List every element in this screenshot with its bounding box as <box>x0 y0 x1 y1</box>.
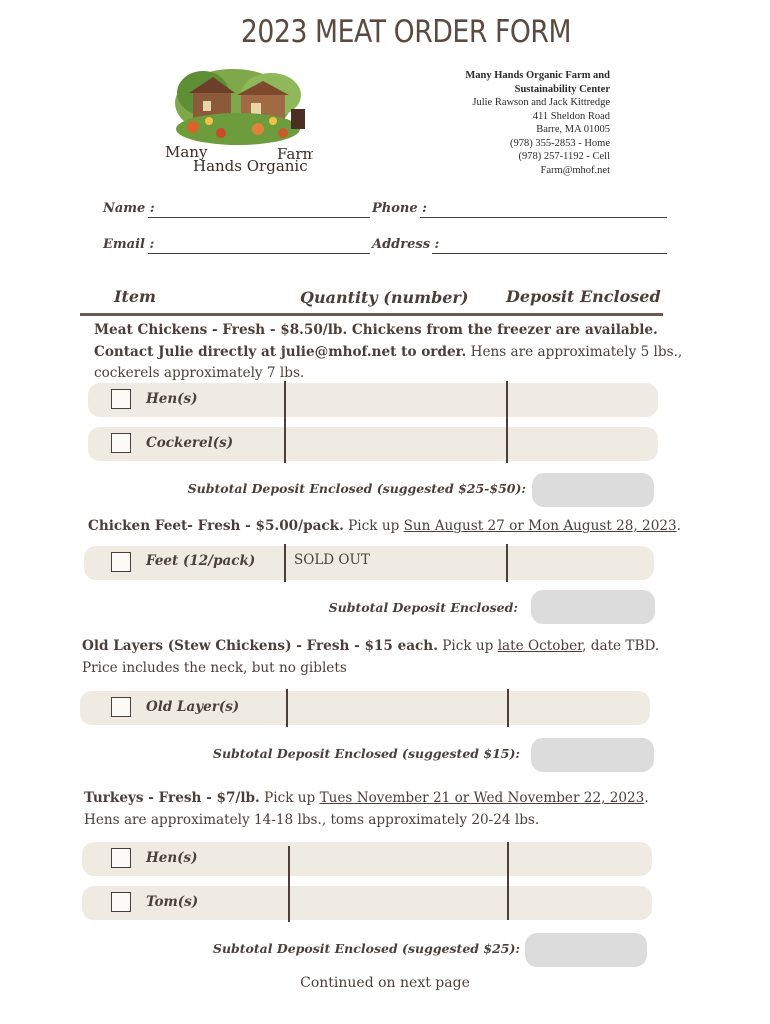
chickens-desc-rest: Hens are approximately 5 lbs., cockerels approximately 7 lbs. <box>94 343 683 381</box>
phone-label: Phone : <box>372 201 427 216</box>
farm-name-line1: Many Hands Organic Farm and <box>465 70 610 81</box>
feet-label: Feet (12/pack) <box>146 553 256 569</box>
column-deposit-header: Deposit Enclosed <box>506 287 661 306</box>
farm-contact-info <box>420 69 610 177</box>
turkeys-subtotal-input[interactable] <box>525 933 647 967</box>
turkeys-desc-post: . <box>644 790 649 806</box>
feet-desc-post: . <box>676 518 681 534</box>
chickens-description <box>94 320 704 385</box>
email-label: Email : <box>103 237 155 252</box>
farm-phone-home: (978) 355-2853 - Home <box>509 137 610 149</box>
logo-text-farm: Farm <box>277 145 313 163</box>
chickens-cockerel-quantity[interactable] <box>286 429 504 459</box>
farm-people: Julie Rawson and Jack Kittredge <box>472 97 610 108</box>
feet-divider-1 <box>284 544 286 582</box>
farm-city: Barre, MA 01005 <box>536 124 610 135</box>
chickens-hen-label: Hen(s) <box>146 391 198 407</box>
chickens-subtotal-input[interactable] <box>532 473 654 507</box>
chickens-cockerel-label: Cockerel(s) <box>146 435 234 451</box>
chickens-subtotal-label: Subtotal Deposit Enclosed (suggested $25-$50): <box>187 481 526 496</box>
turkeys-divider-1 <box>288 846 290 922</box>
continued-note: Continued on next page <box>300 975 470 991</box>
address-field[interactable] <box>432 252 667 254</box>
feet-desc-pre: Pick up <box>343 518 404 534</box>
turkeys-tom-checkbox[interactable] <box>111 892 131 912</box>
chickens-hen-quantity[interactable] <box>286 385 504 415</box>
layers-checkbox[interactable] <box>111 697 131 717</box>
layers-pickup-date: late October <box>497 638 583 654</box>
layers-divider-1 <box>286 689 288 727</box>
layers-description <box>82 636 722 679</box>
turkeys-pickup-date: Tues November 21 or Wed November 22, 2023 <box>319 790 645 806</box>
page-title: 2023 MEAT ORDER FORM <box>240 14 572 50</box>
logo-text-hands-organic: Hands Organic <box>193 157 308 175</box>
turkeys-desc-bold: Turkeys - Fresh - $7/lb. <box>84 790 260 806</box>
layers-desc-pre: Pick up <box>437 638 498 654</box>
name-label: Name : <box>103 201 155 216</box>
feet-subtotal-label: Subtotal Deposit Enclosed: <box>328 600 518 615</box>
chickens-cockerel-checkbox[interactable] <box>111 433 131 453</box>
farm-phone-cell: (978) 257-1192 - Cell <box>518 151 610 162</box>
chickens-desc-bold: Meat Chickens - Fresh - $8.50/lb. Chickens from the freezer are available. Contact Julie directly at julie@mhof.net to order. <box>94 322 658 360</box>
logo-text-many: Many <box>165 143 208 161</box>
layers-label: Old Layer(s) <box>146 699 240 715</box>
layers-desc-line1 <box>82 636 722 658</box>
layers-desc-post: , date TBD. <box>582 638 660 654</box>
feet-sold-out: SOLD OUT <box>294 552 370 568</box>
turkeys-divider-2 <box>507 842 509 920</box>
layers-desc-bold: Old Layers (Stew Chickens) - Fresh - $15 each. <box>82 638 438 654</box>
turkeys-desc-line1 <box>84 788 724 810</box>
farm-logo <box>163 63 313 175</box>
phone-field[interactable] <box>420 216 667 218</box>
layers-subtotal-label: Subtotal Deposit Enclosed (suggested $15): <box>212 746 520 761</box>
farm-street: 411 Sheldon Road <box>532 110 610 122</box>
feet-checkbox[interactable] <box>111 552 131 572</box>
header-divider <box>80 313 663 316</box>
farm-email: Farm@mhof.net <box>540 164 610 176</box>
turkeys-desc-pre: Pick up <box>259 790 320 806</box>
email-field[interactable] <box>148 252 370 254</box>
chickens-divider-2 <box>506 381 508 463</box>
address-label: Address : <box>372 237 440 252</box>
feet-subtotal-input[interactable] <box>531 590 655 624</box>
turkeys-description <box>84 788 724 831</box>
chickens-divider-1 <box>284 381 286 463</box>
name-field[interactable] <box>148 216 370 218</box>
chickens-hen-checkbox[interactable] <box>111 389 131 409</box>
column-item-header: Item <box>114 287 156 306</box>
feet-divider-2 <box>506 544 508 582</box>
column-quantity-header: Quantity (number) <box>300 288 469 307</box>
farm-name-line2: Sustainability Center <box>514 83 610 95</box>
feet-description <box>88 516 728 538</box>
feet-pickup-date: Sun August 27 or Mon August 28, 2023 <box>403 518 677 534</box>
layers-divider-2 <box>507 689 509 727</box>
layers-desc-line2: Price includes the neck, but no giblets <box>82 659 347 676</box>
turkeys-desc-line2: Hens are approximately 14-18 lbs., toms approximately 20-24 lbs. <box>84 811 540 828</box>
turkeys-subtotal-label: Subtotal Deposit Enclosed (suggested $25): <box>212 941 520 956</box>
layers-subtotal-input[interactable] <box>531 738 654 772</box>
turkeys-hen-checkbox[interactable] <box>111 848 131 868</box>
feet-desc-bold: Chicken Feet- Fresh - $5.00/pack. <box>88 518 344 534</box>
turkeys-hen-label: Hen(s) <box>146 850 198 866</box>
turkeys-tom-label: Tom(s) <box>146 894 199 910</box>
